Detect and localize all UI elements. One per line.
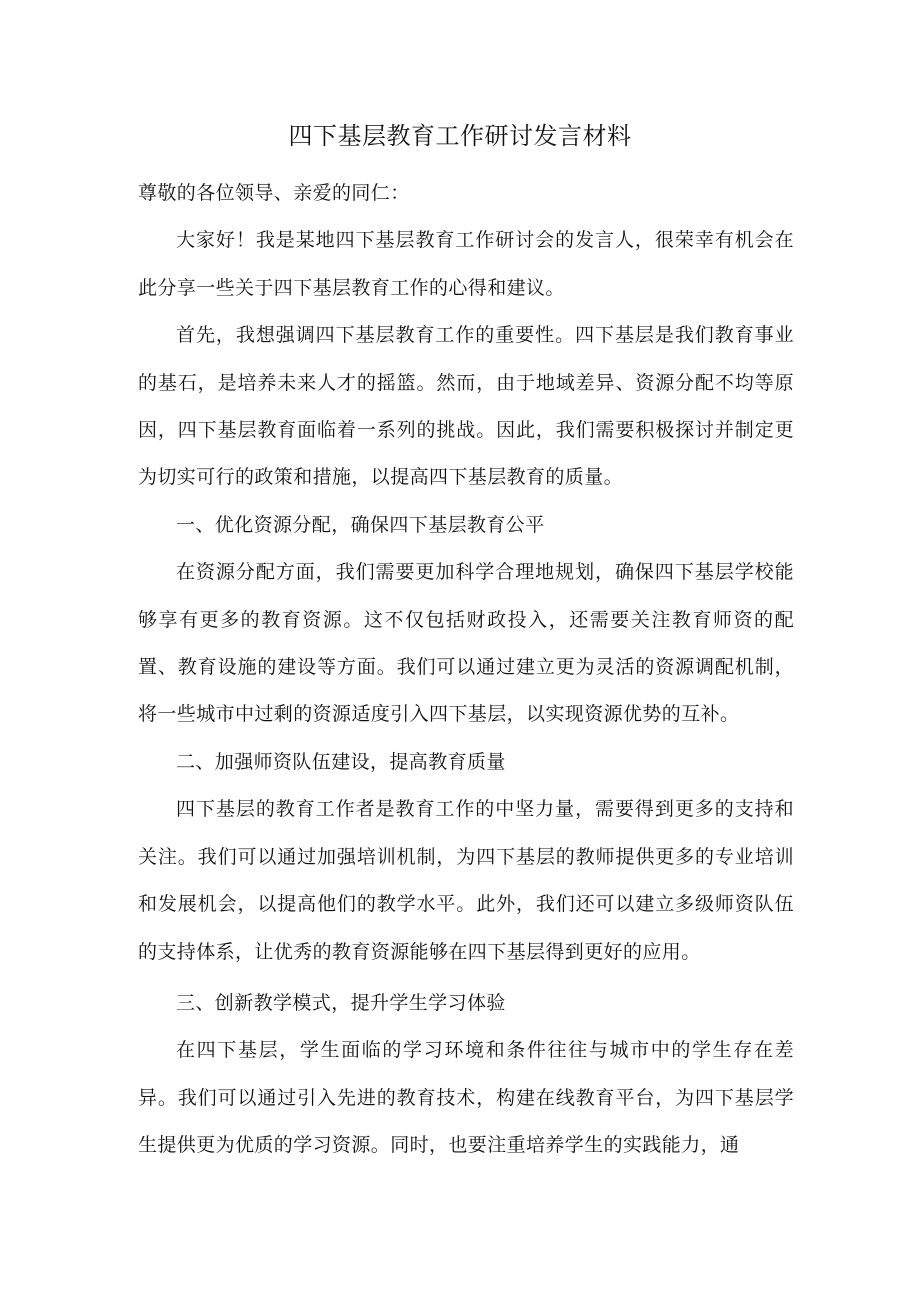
document-body (138, 170, 794, 1170)
paragraph-importance: 首先，我想强调四下基层教育工作的重要性。四下基层是我们教育事业的基石，是培养未来人才的摇篮。然而，由于地域差异、资源分配不均等原因，四下基层教育面临着一系列的挑战。因此，我们需要积极探讨并制定更为切实可行的政策和措施，以提高四下基层教育的质量。 (138, 324, 794, 489)
section-heading-3: 三、创新教学模式，提升学生学习体验 (176, 991, 506, 1014)
section-heading-1: 一、优化资源分配，确保四下基层教育公平 (176, 513, 545, 536)
paragraph-section-1: 在资源分配方面，我们需要更加科学合理地规划，确保四下基层学校能够享有更多的教育资源。这不仅包括财政投入，还需要关注教育师资的配置、教育设施的建设等方面。我们可以通过建立更为灵活的资源调配机制，将一些城市中过剩的资源适度引入四下基层，以实现资源优势的互补。 (138, 561, 794, 726)
document-title: 四下基层教育工作研讨发言材料 (288, 122, 632, 150)
paragraph-section-2: 四下基层的教育工作者是教育工作的中坚力量，需要得到更多的支持和关注。我们可以通过加强培训机制，为四下基层的教师提供更多的专业培训和发展机会，以提高他们的教学水平。此外，我们还可以建立多级师资队伍的支持体系，让优秀的教育资源能够在四下基层得到更好的应用。 (138, 798, 794, 963)
paragraph-intro: 大家好！我是某地四下基层教育工作研讨会的发言人，很荣幸有机会在此分享一些关于四下基层教育工作的心得和建议。 (138, 229, 794, 299)
greeting-line: 尊敬的各位领导、亲爱的同仁： (138, 182, 410, 204)
paragraph-section-3: 在四下基层，学生面临的学习环境和条件往往与城市中的学生存在差异。我们可以通过引入先进的教育技术，构建在线教育平台，为四下基层学生提供更为优质的学习资源。同时，也要注重培养学生的实践能力，通 (138, 1039, 794, 1157)
section-heading-2: 二、加强师资队伍建设，提高教育质量 (176, 750, 506, 773)
